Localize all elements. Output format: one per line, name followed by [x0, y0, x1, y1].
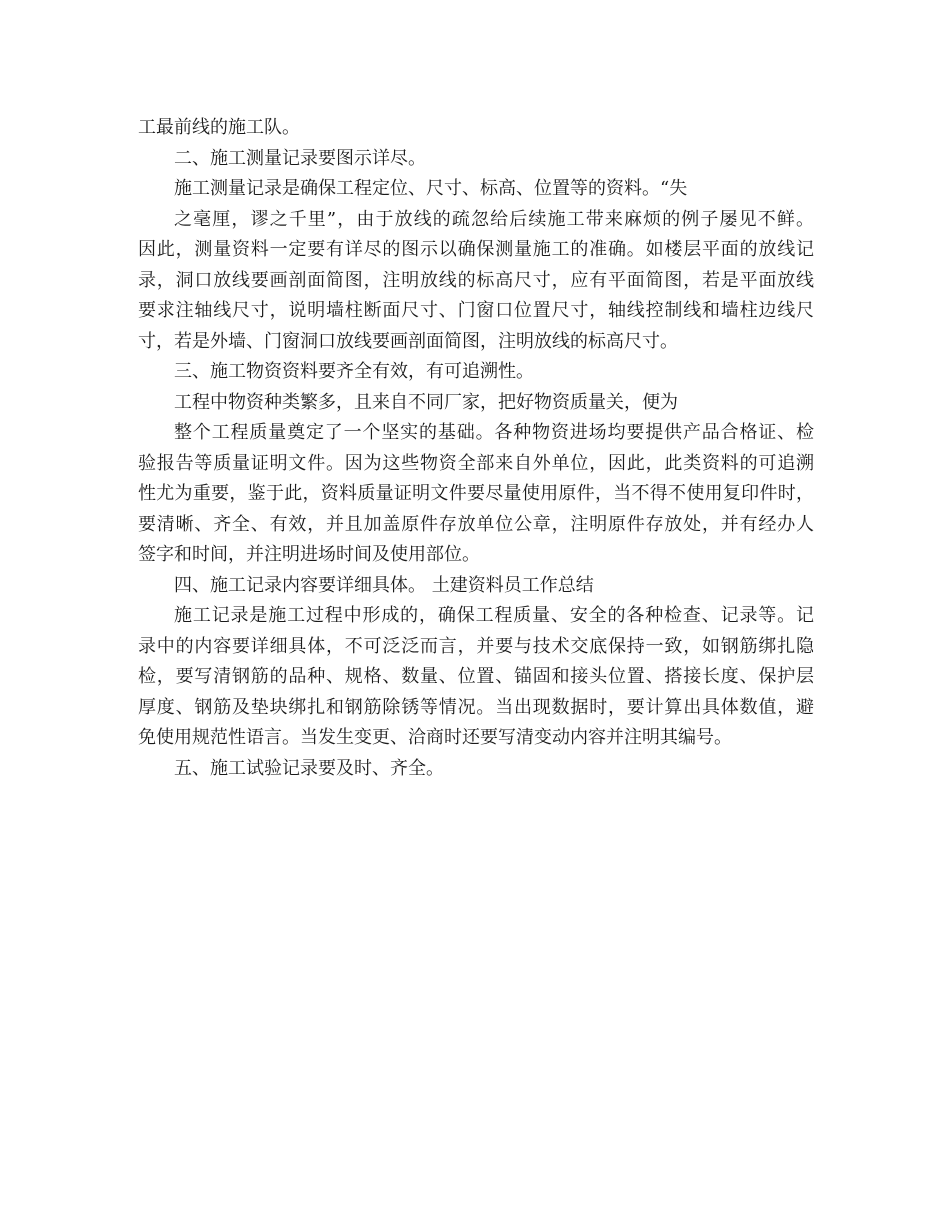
text-line: 要求注轴线尺寸，说明墙柱断面尺寸、门窗口位置尺寸，轴线控制线和墙柱边线尺: [138, 300, 814, 321]
text-line: 五、施工试验记录要及时、齐全。: [174, 757, 444, 779]
text-line: 工最前线的施工队。: [138, 117, 300, 138]
text-line: 要清晰、齐全、有效，并且加盖原件存放单位公章，注明原件存放处，并有经办人: [138, 513, 814, 535]
text-line: 寸，若是外墙、门窗洞口放线要画剖面简图，注明放线的标高尺寸。: [138, 330, 678, 352]
text-line: 录中的内容要详细具体，不可泛泛而言，并要与技术交底保持一致，如钢筋绑扎隐: [138, 635, 814, 657]
text-line: 工程中物资种类繁多，且来自不同厂家，把好物资质量关，便为: [174, 391, 678, 413]
text-line: 四、施工记录内容要详细具体。 土建资料员工作总结: [174, 574, 594, 596]
text-line: 二、施工测量记录要图示详尽。: [174, 147, 426, 169]
text-line: 三、施工物资资料要齐全有效，有可追溯性。: [174, 361, 534, 382]
text-line: 签字和时间，并注明进场时间及使用部位。: [138, 544, 480, 565]
text-line: 检，要写清钢筋的品种、规格、数量、位置、锚固和接头位置、搭接长度、保护层: [138, 666, 814, 687]
text-line: 之毫厘，谬之千里”，由于放线的疏忽给后续施工带来麻烦的例子屡见不鲜。: [174, 208, 814, 230]
text-line: 免使用规范性语言。当发生变更、洽商时还要写清变动内容并注明其编号。: [138, 727, 732, 748]
text-line: 验报告等质量证明文件。因为这些物资全部来自外单位，因此，此类资料的可追溯: [138, 452, 814, 474]
text-line: 施工测量记录是确保工程定位、尺寸、标高、位置等的资料。“失: [174, 178, 688, 199]
text-line: 因此，测量资料一定要有详尽的图示以确保测量施工的准确。如楼层平面的放线记: [138, 239, 814, 260]
text-line: 整个工程质量奠定了一个坚实的基础。各种物资进场均要提供产品合格证、检: [174, 422, 814, 443]
document-body: [138, 113, 814, 784]
text-line: 施工记录是施工过程中形成的，确保工程质量、安全的各种检查、记录等。记: [174, 605, 814, 626]
text-line: 厚度、钢筋及垫块绑扎和钢筋除锈等情况。当出现数据时，要计算出具体数值，避: [138, 696, 814, 718]
text-line: 性尤为重要，鉴于此，资料质量证明文件要尽量使用原件，当不得不使用复印件时，: [138, 483, 814, 504]
text-line: 录，洞口放线要画剖面简图，注明放线的标高尺寸，应有平面简图，若是平面放线: [138, 269, 814, 291]
